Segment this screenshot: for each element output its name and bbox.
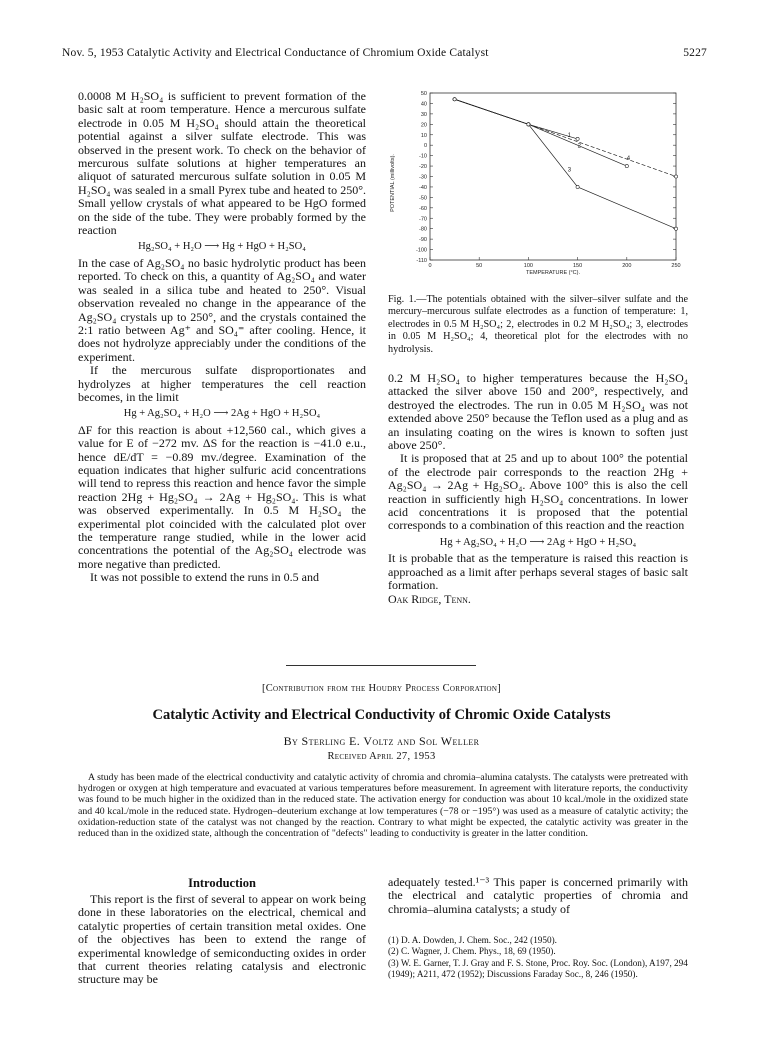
introduction-text-left: This report is the first of several to appear on work being done in these laboratories on the electrical, chemical and catalytic properties of certain transition metal oxides. One of the objectives has been to extend the range of experimental knowledge of semiconducting oxides in order that current theories relating catalysis and electronic structure may be	[78, 892, 366, 987]
x-tick-label: 0	[428, 263, 432, 269]
location-signature: Oak Ridge, Tenn.	[388, 591, 471, 606]
y-tick-label: -40	[419, 184, 427, 191]
curve-label-2: 2	[577, 143, 581, 150]
x-axis-label: TEMPERATURE (°C).	[525, 270, 581, 276]
section-heading-introduction: Introduction	[188, 876, 256, 890]
y-tick-label: -100	[415, 247, 427, 254]
paragraph: ΔF for this reaction is about +12,560 cal., which gives a value for E of −272 mv. ΔS for the reaction is −41.0 e.u., hence dE/dT = −0.89 mv./degree. Examination of the equation indicates that higher sulfuric acid concentrations will tend to repress this reaction and hence favor the simple reaction 2Hg + Hg₂SO₄ → 2Ag + Hg₂SO₄. This is what was observed experimentally. In 0.5 M H₂SO₄ the experimental plot coincided with the calculated plot over the temperature range studied, while in the lower acid concentrations the potential of the Ag₂SO₄ electrode was more negative than predicted.	[78, 422, 366, 571]
x-tick-label: 100	[523, 263, 533, 269]
received-date: Received April 27, 1953	[327, 751, 436, 762]
x-tick-label: 250	[671, 263, 681, 269]
article-title: Catalytic Activity and Electrical Conductivity of Chromic Oxide Catalysts	[152, 707, 611, 723]
y-tick-label: -110	[416, 258, 427, 264]
paragraph: 0.2 M H₂SO₄ to higher temperatures because the H₂SO₄ attacked the silver above 150 and 200°, respectively, and destroyed the electrodes. The run in 0.05 M H₂SO₄ was not extended above 250° because the Teflon used as a plug and as an insulating coating on the wires is known to soften just above 250°.	[388, 371, 688, 453]
y-tick-label: -20	[419, 164, 427, 171]
chart-series	[453, 98, 678, 231]
paragraph: It was not possible to extend the runs in 0.5 and	[90, 570, 319, 585]
x-axis-ticks	[428, 257, 680, 269]
references	[388, 935, 688, 981]
y-tick-label: 40	[420, 101, 427, 108]
introduction-text-right: adequately tested.¹⁻³ This paper is concerned primarily with the electrical and catalytic properties of chromia and chromia–alumina catalysts; a study of	[388, 875, 688, 916]
equation: Hg + Ag₂SO₄ + H₂O ⟶ 2Ag + HgO + H₂SO₄	[439, 536, 637, 548]
left-column	[78, 90, 366, 585]
data-point	[527, 123, 530, 126]
y-tick-label: -70	[419, 216, 427, 223]
data-point	[674, 227, 677, 230]
y-tick-label: -90	[419, 237, 427, 244]
data-point	[576, 137, 579, 140]
data-point	[674, 175, 677, 178]
y-tick-label: 0	[423, 143, 427, 150]
figure-caption: Fig. 1.—The potentials obtained with the silver–silver sulfate and the mercury–mercurous sulfate electrodes as a function of temperature: 1, electrodes in 0.5 M H₂SO₄; 2, electrodes in 0.2 M H₂SO₄; 3, electrodes in 0.05 M H₂SO₄; 4, theoretical plot for the electrodes with no hydrolysis.	[388, 294, 688, 355]
page-number: 5227	[683, 47, 707, 59]
right-column	[388, 372, 688, 606]
running-header-title: Nov. 5, 1953 Catalytic Activity and Electrical Conductance of Chromium Oxide Catalyst	[62, 47, 489, 59]
chart-frame	[430, 93, 676, 260]
x-tick-label: 200	[622, 263, 632, 269]
x-tick-label: 50	[476, 263, 483, 269]
equation: Hg₂SO₄ + H₂O ⟶ Hg + HgO + H₂SO₄	[138, 241, 306, 253]
paragraph: It is proposed that at 25 and up to about 100° the potential of the electrode pair corresponds to the reaction 2Hg + Ag₂SO₄ → 2Ag + Hg₂SO₄. Above 100° this is also the cell reaction in sufficiently high H₂SO₄ concentrations. In lower acid concentrations it is proposed that the potential corresponds to a combination of this reaction and the reaction	[388, 451, 688, 533]
y-tick-label: 30	[420, 111, 427, 118]
abstract: A study has been made of the electrical conductivity and catalytic activity of chromia and chromia–alumina catalysts. The catalysts were pretreated with hydrogen or oxygen at high temperature and evacuated at various temperatures before measurement. In agreement with literature reports, the conductivity was found to be much higher in the oxidized than in the reduced state. The activation energy for conduction was about 10 kcal./mole in the oxidized state and 40 kcal./mole in the reduced state. Hydrogen–deuterium exchange at low temperatures (−78 or −195°) was used as a measure of catalytic activity; the oxidation-reduction state of the catalyst was not changed by the reaction. Contrary to what might be expected, the catalytic activity was greater in the reduced than in the oxidized state, although the concentration of "defects" leading to conductivity is greater in the latter condition.	[78, 772, 688, 840]
data-point	[453, 98, 456, 101]
data-point	[625, 164, 628, 167]
y-axis-ticks	[416, 91, 676, 264]
series-line-2	[455, 99, 627, 166]
y-tick-label: 50	[420, 91, 427, 97]
paragraph: In the case of Ag₂SO₄ no basic hydrolytic product has been reported. To check on this, a quantity of Ag₂SO₄ and water was sealed in a silica tube and heated to 250°. Visual observation revealed no change in the appearance of the Ag₂SO₄ crystals up to 250°, and the crystals contained the 2:1 ratio between Ag⁺ and SO₄⁼ after cooling. Hence, it does not hydrolyze appreciably under the conditions of the experiment.	[78, 255, 366, 364]
contribution-line: [Contribution from the Houdry Process Corporation]	[261, 683, 502, 694]
y-tick-label: -80	[419, 226, 427, 233]
running-header	[62, 47, 707, 59]
equation: Hg + Ag₂SO₄ + H₂O ⟶ 2Ag + HgO + H₂SO₄	[123, 408, 321, 420]
data-point	[576, 185, 579, 188]
paragraph: 0.0008 M H₂SO₄ is sufficient to prevent formation of the basic salt at room temperature. Hence a mercurous sulfate electrode in 0.05 M H₂SO₄ should attain the theoretical potential against a silver sulfate electrode. This was observed in the present work. To check on the behavior of mercurous sulfate solutions at higher temperatures an aliquot of saturated mercurous sulfate solution in 0.05 M H₂SO₄ was sealed in a small Pyrex tube and heated to 250°. Small yellow crystals of what appeared to be HgO formed on the side of the tube. They were probably formed by the reaction	[78, 89, 366, 238]
paragraph: If the mercurous sulfate disproportionates and hydrolyzes at higher temperatures the cell reaction becomes, in the limit	[78, 363, 366, 404]
reference-item: (1) D. A. Dowden, J. Chem. Soc., 242 (1950).	[388, 935, 557, 945]
reference-item: (2) C. Wagner, J. Chem. Phys., 18, 69 (1950).	[388, 946, 556, 957]
y-tick-label: -10	[419, 153, 427, 160]
figure-1-chart	[372, 88, 690, 278]
curve-label-4: 4	[626, 155, 631, 162]
paragraph: It is probable that as the temperature is raised this reaction is approached as a limit after perhaps several stages of basic salt formation.	[388, 551, 688, 593]
plot-area-border	[430, 93, 676, 260]
series-line-3	[455, 99, 676, 228]
y-tick-label: -30	[419, 174, 427, 181]
curve-label-1: 1	[567, 132, 572, 139]
y-tick-label: -60	[419, 205, 427, 212]
x-tick-label: 150	[573, 263, 583, 269]
article-authors: By Sterling E. Voltz and Sol Weller	[283, 734, 480, 748]
curve-label-3: 3	[567, 167, 572, 174]
y-tick-label: 10	[420, 132, 427, 139]
y-axis-label: POTENTIAL (millivolts).	[390, 154, 396, 212]
reference-item: (3) W. E. Garner, T. J. Gray and F. S. Stone, Proc. Roy. Soc. (London), A197, 294 (1949); A211, 472 (1952); Discussions Faraday Soc., 8, 246 (1950).	[388, 957, 688, 980]
section-divider	[286, 665, 476, 666]
y-tick-label: 20	[420, 122, 427, 129]
y-tick-label: -50	[419, 195, 427, 202]
